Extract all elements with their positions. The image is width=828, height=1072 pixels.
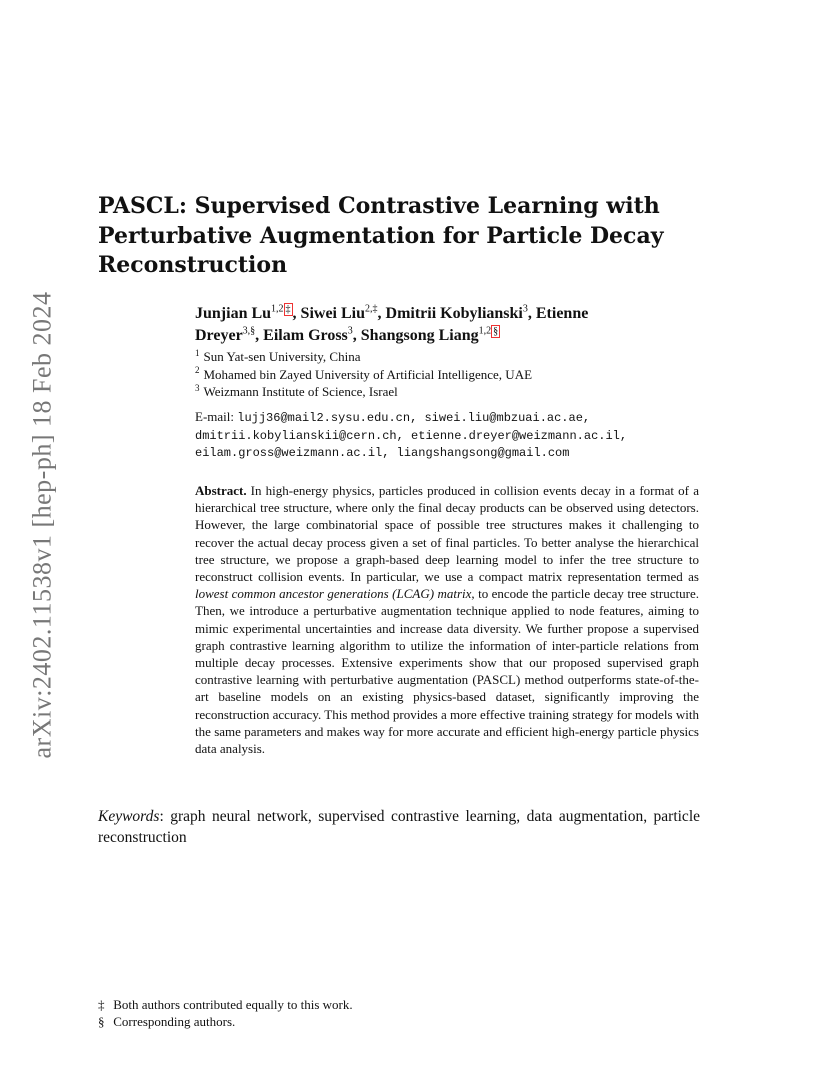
abstract-italic-term: lowest common ancestor generations (LCAG) matrix — [195, 586, 472, 602]
author-affiliation: 1,2 — [271, 303, 284, 315]
title-line: Perturbative Augmentation for Particle Decay — [98, 222, 664, 249]
footnote-item: § Corresponding authors. — [98, 1014, 236, 1029]
footnote-link[interactable]: § — [493, 325, 499, 337]
abstract-text: , to encode the particle decay tree structure. Then, we introduce a perturbative augmentation technique applied to node features, aiming to mimic experimental uncertainties and increase data diversity. We further propose a supervised graph contrastive learning algorithm to utilize the information of inter-particle relations from multiple decay processes. Extensive experiments show that our proposed supervised graph contrastive learning with perturbative augmentation (PASCL) method outperforms state-of-the-art baseline models on an existing physics-based dataset, significantly improving the reconstruction accuracy. This method provides a more effective training strategy for models with the same parameters and makes way for more accurate and efficient high-energy particle physics data analysis. — [195, 586, 699, 757]
author-name: Dmitrii Kobylianski — [385, 305, 523, 322]
keywords-text: : graph neural network, supervised contrastive learning, data augmentation, particle reconstruction — [98, 808, 700, 846]
keywords — [98, 806, 700, 848]
paper-title — [98, 192, 718, 281]
author-affiliation: 2,‡ — [365, 303, 378, 315]
arxiv-stamp-text: arXiv:2402.11538v1 [hep-ph] 18 Feb 2024 — [27, 291, 57, 759]
footnotes — [98, 996, 698, 1030]
email-addresses[interactable]: lujj36@mail2.sysu.edu.cn, siwei.liu@mbzuai.ac.ae, — [237, 411, 591, 425]
footnote-item: ‡ Both authors contributed equally to this work. — [98, 997, 353, 1012]
author-affiliation: 3 — [522, 303, 528, 315]
author-affiliation: 3,§ — [242, 325, 256, 337]
abstract — [195, 482, 699, 757]
abstract-label: Abstract. — [195, 483, 247, 498]
email-addresses[interactable]: eilam.gross@weizmann.ac.il, liangshangsong@gmail.com — [195, 446, 570, 460]
footnote-link[interactable]: ‡ — [285, 303, 291, 315]
author-name: Shangsong Liang — [360, 327, 479, 344]
affiliation-item: $^2$ Mohamed bin Zayed University of Artificial Intelligence, UAE — [195, 365, 533, 382]
email-addresses[interactable]: dmitrii.kobylianskii@cern.ch, etienne.dreyer@weizmann.ac.il, — [195, 428, 628, 443]
author-affiliation: 1,2 — [478, 325, 492, 337]
keywords-label: Keywords — [98, 808, 160, 825]
email-block — [195, 408, 715, 463]
author-list: Junjian Lu$^{1,2}$ ‡ , Siwei Liu$^{2,\ddagger}$, Dmitrii Kobylianski$^3$, Etienne Dreyer$^{3,\S}$, Eilam Gross$^3$, Shangsong Liang$^{1,2}$ § — [195, 303, 589, 344]
affiliation-item: $^1$ Sun Yat-sen University, China — [195, 347, 361, 364]
author-name: Siwei Liu — [300, 305, 366, 322]
affiliations — [195, 348, 715, 401]
affiliation-item: $^3$ Weizmann Institute of Science, Israel — [195, 382, 398, 399]
email-label: E-mail: — [195, 409, 234, 424]
author-name: Junjian Lu — [195, 305, 272, 322]
author-affiliation: 3 — [347, 325, 353, 337]
arxiv-stamp — [22, 285, 62, 765]
title-line: Reconstruction — [98, 252, 288, 278]
author-name: Eilam Gross — [263, 327, 348, 344]
abstract-text: In high-energy physics, particles produced in collision events decay in a format of a hierarchical tree structure, where only the final decay products can be observed using detectors. However, the large combinatorial space of possible tree structures makes it challenging to recover the actual decay process given a set of final particles. To better analyse the hierarchical tree structure, we propose a graph-based deep learning model to infer the tree structure to reconstruct collision events. In particular, we use a compact matrix representation termed as — [195, 483, 699, 585]
title-line: PASCL: Supervised Contrastive Learning with — [98, 193, 660, 219]
